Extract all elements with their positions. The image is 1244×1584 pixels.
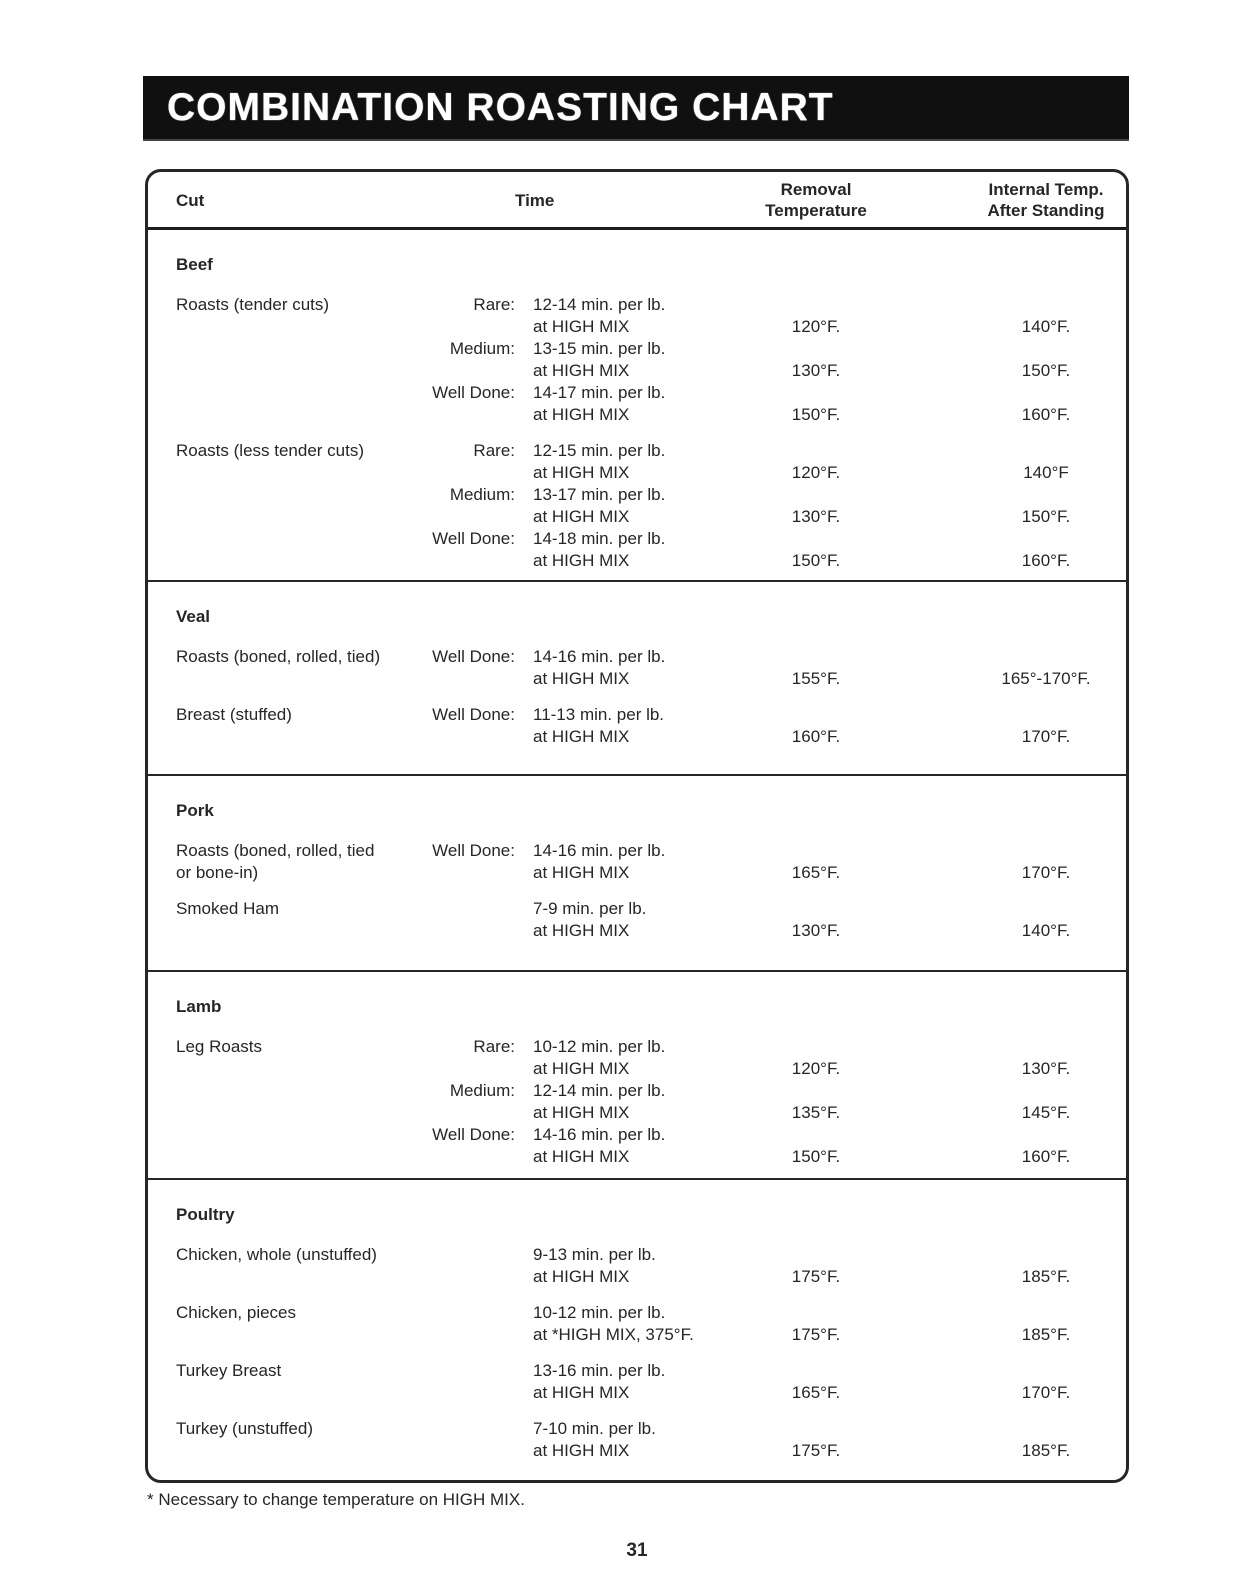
time-cell: [515, 704, 746, 748]
time-line2: at HIGH MIX: [533, 727, 630, 746]
table-row: [148, 294, 1126, 338]
removal-temp: 165°F.: [791, 863, 841, 882]
time-line1: 7-9 min. per lb.: [533, 899, 647, 918]
table-row: [148, 646, 1126, 690]
time-line1: 12-15 min. per lb.: [533, 441, 666, 460]
cut-name: Roasts (tender cuts): [176, 295, 330, 314]
time-line1: 10-12 min. per lb.: [533, 1037, 666, 1056]
time-line1: 14-16 min. per lb.: [533, 841, 666, 860]
cut-name: Smoked Ham: [176, 899, 279, 918]
time-cell: [515, 338, 746, 382]
time-line2: at HIGH MIX: [533, 669, 630, 688]
cut-name: Roasts (boned, rolled, tied): [176, 647, 381, 666]
time-line1: 14-18 min. per lb.: [533, 529, 666, 548]
time-line2: at HIGH MIX: [533, 507, 630, 526]
time-line2: at HIGH MIX: [533, 317, 630, 336]
time-cell: [515, 1080, 746, 1124]
doneness-label: Medium:: [449, 1081, 515, 1100]
section-pork: [148, 776, 1126, 972]
cut-name: Chicken, whole (unstuffed): [176, 1245, 377, 1264]
time-line1: 13-16 min. per lb.: [533, 1361, 666, 1380]
roasting-chart-table: [145, 169, 1129, 1483]
time-cell: [515, 1244, 746, 1288]
table-row: [148, 528, 1126, 572]
removal-temp: 130°F.: [791, 507, 841, 526]
internal-temp: 170°F.: [1021, 863, 1071, 882]
time-cell: [515, 1124, 746, 1168]
section-heading-lamb: Lamb: [176, 997, 222, 1016]
table-header-row: [148, 172, 1126, 230]
internal-temp: 160°F.: [1021, 405, 1071, 424]
table-row: [148, 1418, 1126, 1462]
time-cell: [515, 1418, 746, 1462]
section-heading-poultry: Poultry: [176, 1205, 235, 1224]
time-cell: [515, 840, 746, 884]
removal-temp: 120°F.: [791, 463, 841, 482]
time-cell: [515, 898, 746, 942]
doneness-label: Rare:: [473, 441, 515, 460]
removal-temp: 130°F.: [791, 921, 841, 940]
time-cell: [515, 1360, 746, 1404]
doneness-label: Well Done:: [432, 529, 515, 548]
page-title: COMBINATION ROASTING CHART: [167, 85, 834, 129]
section-heading-veal: Veal: [176, 607, 211, 626]
time-cell: [515, 1036, 746, 1080]
cut-name: Turkey Breast: [176, 1361, 282, 1380]
table-row: [148, 338, 1126, 382]
time-line2: at HIGH MIX: [533, 551, 630, 570]
doneness-label: Well Done:: [432, 705, 515, 724]
cut-line1: Roasts (boned, rolled, tied: [176, 841, 375, 860]
cut-name: Turkey (unstuffed): [176, 1419, 314, 1438]
internal-temp: 185°F.: [1021, 1441, 1071, 1460]
time-cell: [515, 440, 746, 484]
time-line2: at HIGH MIX: [533, 1103, 630, 1122]
section-veal: [148, 582, 1126, 776]
doneness-label: Rare:: [473, 295, 515, 314]
table-row: [148, 1080, 1126, 1124]
time-line2: at HIGH MIX: [533, 1383, 630, 1402]
removal-temp: 175°F.: [791, 1441, 841, 1460]
removal-temp: 150°F.: [791, 1147, 841, 1166]
removal-temp: 130°F.: [791, 361, 841, 380]
removal-temp: 135°F.: [791, 1103, 841, 1122]
doneness-label: Rare:: [473, 1037, 515, 1056]
table-row: [148, 1036, 1126, 1080]
table-row: [148, 382, 1126, 426]
column-header-cut: Cut: [176, 190, 205, 210]
page-number: 31: [626, 1540, 648, 1561]
doneness-label: Well Done:: [432, 383, 515, 402]
cut-name: Breast (stuffed): [176, 705, 292, 724]
footnote: * Necessary to change temperature on HIGH MIX.: [147, 1490, 525, 1509]
table-row: [148, 840, 1126, 884]
time-line1: 9-13 min. per lb.: [533, 1245, 656, 1264]
section-poultry: [148, 1180, 1126, 1480]
internal-temp: 170°F.: [1021, 1383, 1071, 1402]
doneness-label: Well Done:: [432, 1125, 515, 1144]
internal-temp: 150°F.: [1021, 361, 1071, 380]
internal-temp: 185°F.: [1021, 1267, 1071, 1286]
time-cell: [515, 1302, 746, 1346]
table-row: [148, 1244, 1126, 1288]
cut-name: Leg Roasts: [176, 1037, 262, 1056]
removal-temp: 120°F.: [791, 1059, 841, 1078]
internal-temp: 160°F.: [1021, 1147, 1071, 1166]
section-beef: [148, 230, 1126, 582]
removal-temp: 175°F.: [791, 1325, 841, 1344]
time-line1: 10-12 min. per lb.: [533, 1303, 666, 1322]
table-row: [148, 1302, 1126, 1346]
column-header-internal-temp: Internal Temp. After Standing: [987, 180, 1105, 220]
internal-temp: 140°F.: [1021, 921, 1071, 940]
time-line1: 13-15 min. per lb.: [533, 339, 666, 358]
title-banner: [143, 76, 1129, 139]
table-row: [148, 440, 1126, 484]
time-cell: [515, 528, 746, 572]
cut-line2: or bone-in): [176, 863, 259, 882]
internal-temp: 145°F.: [1021, 1103, 1071, 1122]
time-line2: at HIGH MIX: [533, 361, 630, 380]
time-line1: 14-16 min. per lb.: [533, 647, 666, 666]
time-line1: 13-17 min. per lb.: [533, 485, 666, 504]
cut-name: Roasts (less tender cuts): [176, 441, 365, 460]
section-heading-pork: Pork: [176, 801, 214, 820]
internal-temp: 170°F.: [1021, 727, 1071, 746]
time-line1: 14-16 min. per lb.: [533, 1125, 666, 1144]
internal-temp: 150°F.: [1021, 507, 1071, 526]
internal-temp: 165°-170°F.: [1001, 669, 1091, 688]
time-cell: [515, 382, 746, 426]
time-line2: at HIGH MIX: [533, 463, 630, 482]
doneness-label: Medium:: [449, 339, 515, 358]
time-line1: 12-14 min. per lb.: [533, 1081, 666, 1100]
time-line1: 11-13 min. per lb.: [533, 705, 665, 724]
time-line2: at HIGH MIX: [533, 921, 630, 940]
doneness-label: Well Done:: [432, 841, 515, 860]
internal-temp: 185°F.: [1021, 1325, 1071, 1344]
time-line2: at HIGH MIX: [533, 1267, 630, 1286]
time-line2: at HIGH MIX: [533, 1441, 630, 1460]
time-line2: at HIGH MIX: [533, 1059, 630, 1078]
removal-temp: 120°F.: [791, 317, 841, 336]
internal-temp: 160°F.: [1021, 551, 1071, 570]
time-line2: at HIGH MIX: [533, 405, 630, 424]
internal-temp: 140°F: [1023, 463, 1069, 482]
table-row: [148, 484, 1126, 528]
time-line2: at HIGH MIX: [533, 863, 630, 882]
table-row: [148, 704, 1126, 748]
internal-temp: 130°F.: [1021, 1059, 1071, 1078]
internal-temp: 140°F.: [1021, 317, 1071, 336]
removal-temp: 150°F.: [791, 551, 841, 570]
removal-temp: 150°F.: [791, 405, 841, 424]
table-row: [148, 898, 1126, 942]
time-line1: 14-17 min. per lb.: [533, 383, 666, 402]
column-header-time: Time: [515, 190, 555, 210]
removal-temp: 160°F.: [791, 727, 841, 746]
time-line2: at HIGH MIX: [533, 1147, 630, 1166]
removal-temp: 165°F.: [791, 1383, 841, 1402]
time-cell: [515, 294, 746, 338]
time-line2: at *HIGH MIX, 375°F.: [533, 1325, 694, 1344]
cut-name: Chicken, pieces: [176, 1303, 297, 1322]
table-row: [148, 1124, 1126, 1168]
removal-temp: 175°F.: [791, 1267, 841, 1286]
section-heading-beef: Beef: [176, 255, 213, 274]
time-cell: [515, 484, 746, 528]
table-row: [148, 1360, 1126, 1404]
section-lamb: [148, 972, 1126, 1180]
column-header-removal-temp: Removal Temperature: [765, 180, 867, 220]
cut-name: [148, 840, 393, 884]
removal-temp: 155°F.: [791, 669, 841, 688]
doneness-label: Medium:: [449, 485, 515, 504]
time-line1: 7-10 min. per lb.: [533, 1419, 656, 1438]
time-line1: 12-14 min. per lb.: [533, 295, 666, 314]
doneness-label: Well Done:: [432, 647, 515, 666]
time-cell: [515, 646, 746, 690]
